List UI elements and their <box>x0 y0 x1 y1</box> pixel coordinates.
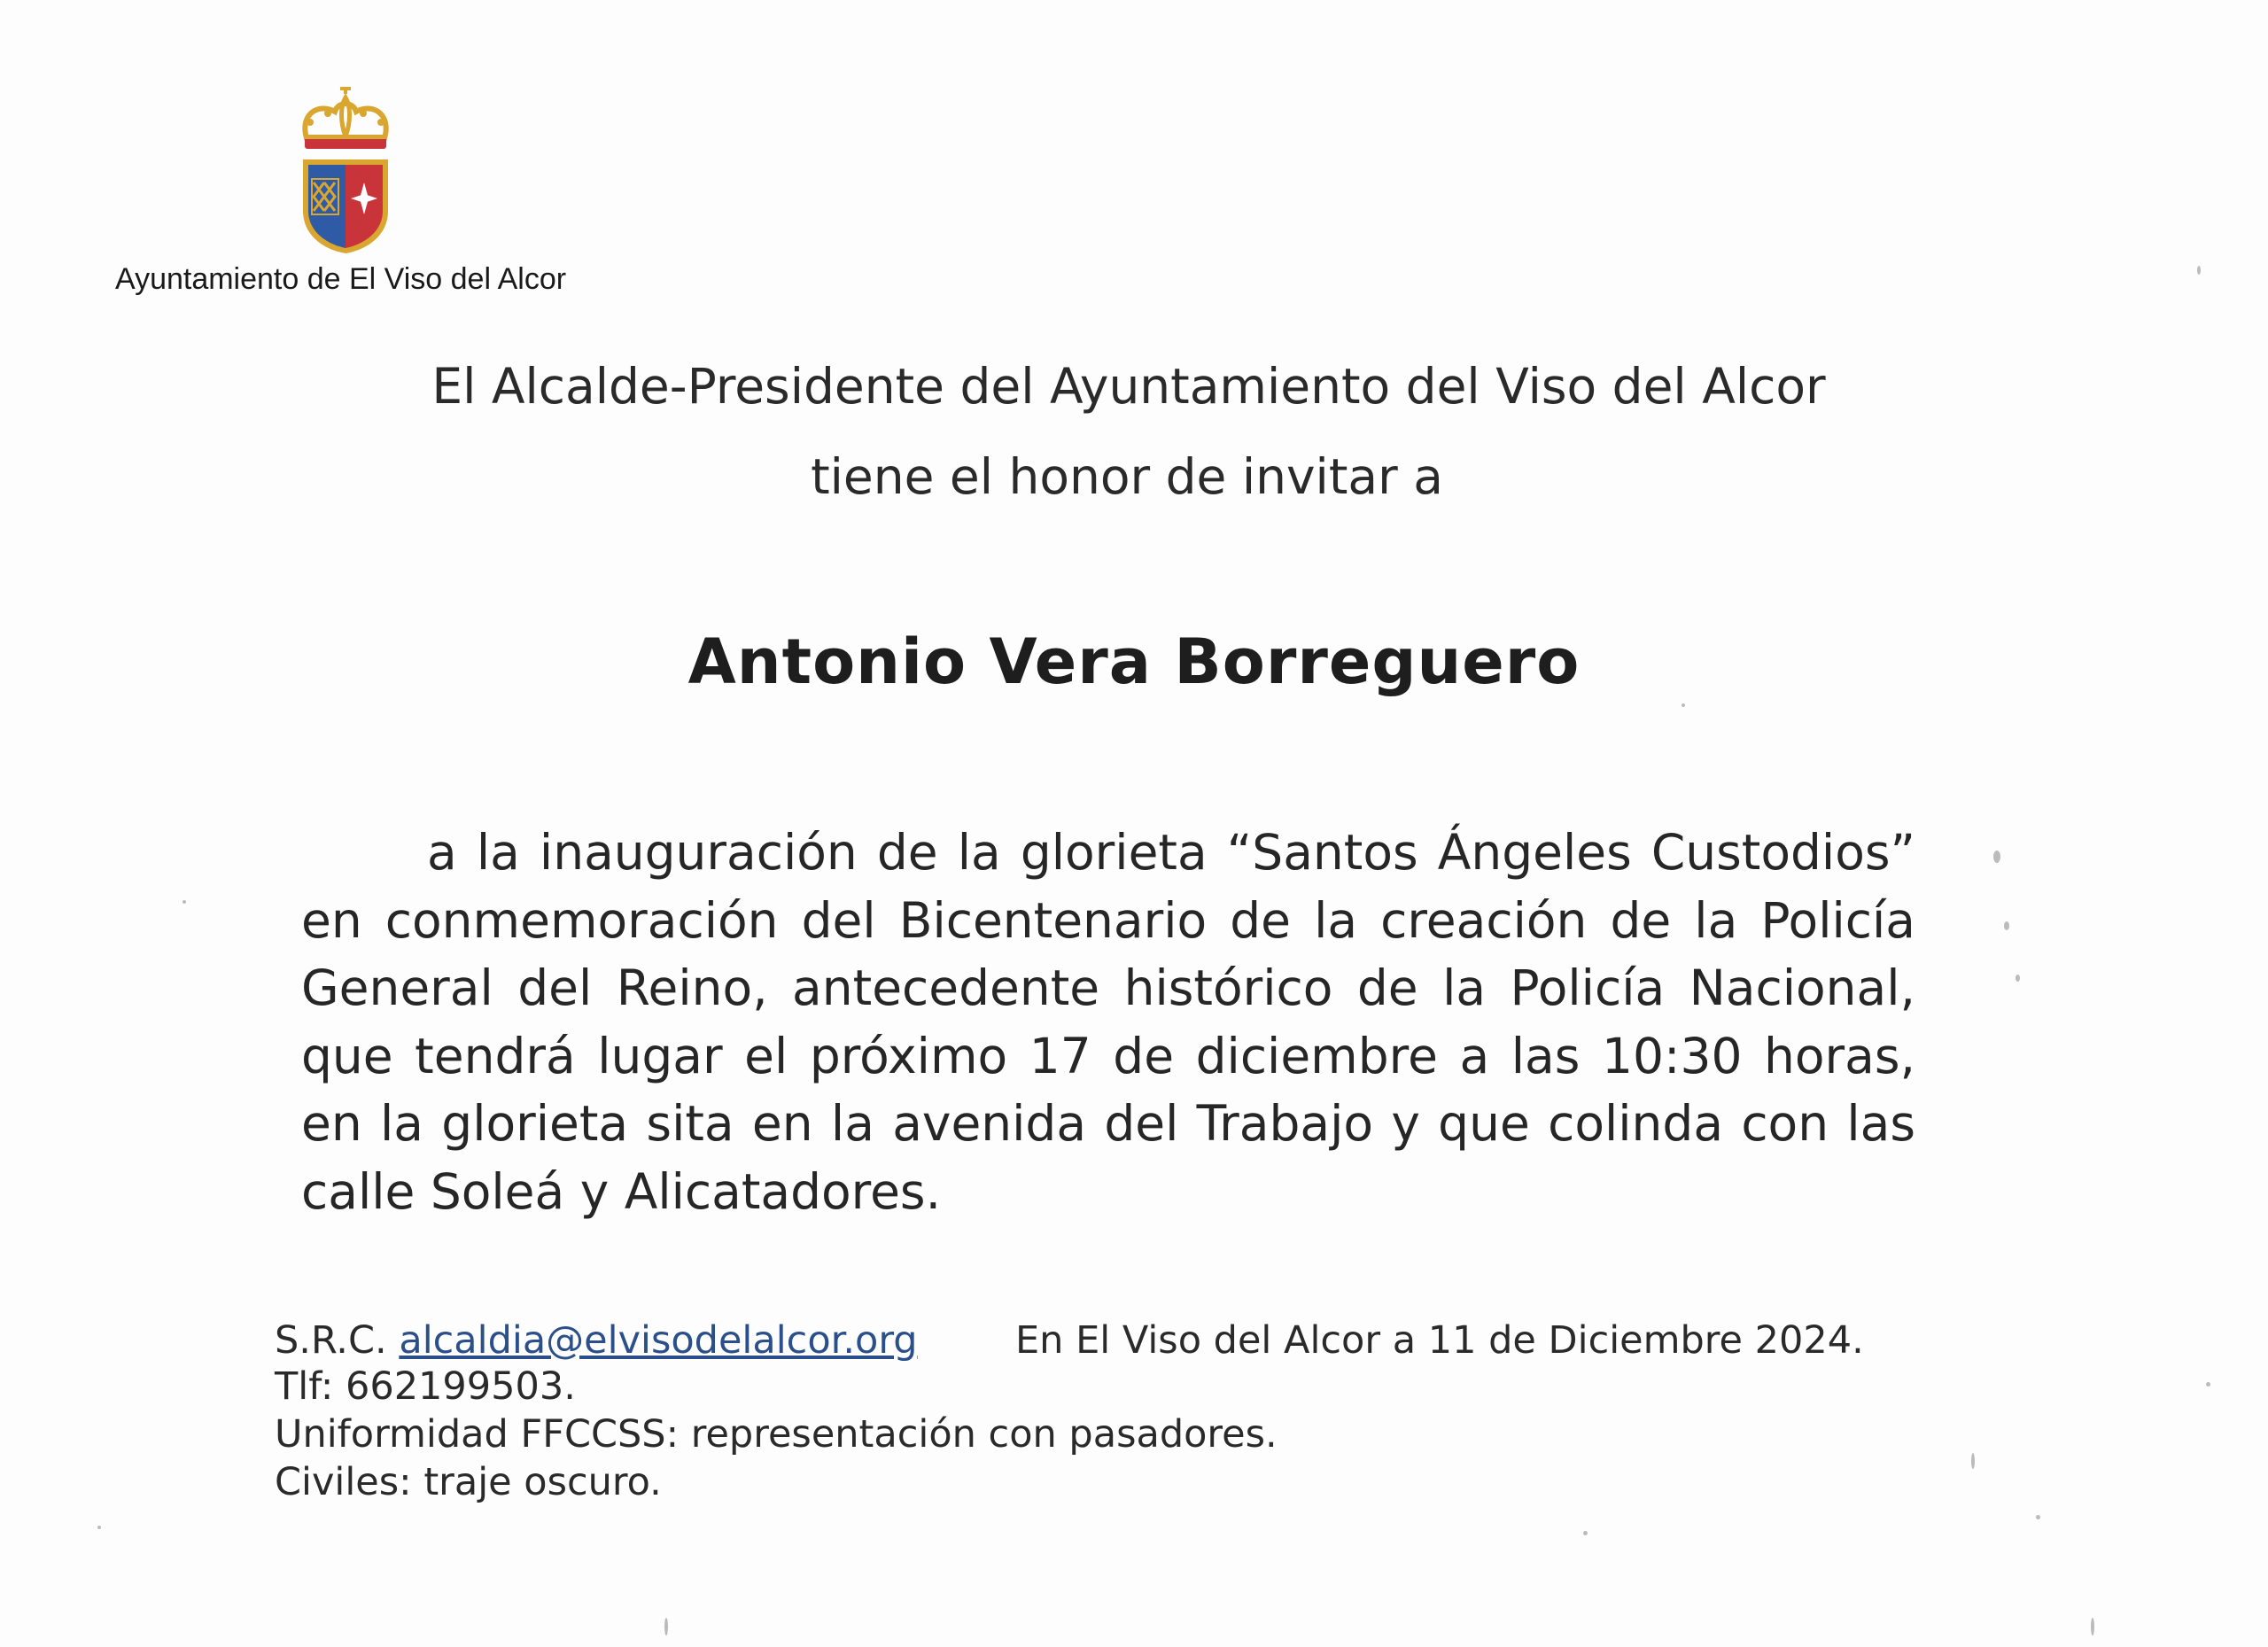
scan-speck <box>1682 703 1685 707</box>
scan-speck <box>2036 1515 2040 1519</box>
organization-name: Ayuntamiento de El Viso del Alcor <box>115 262 567 296</box>
invitation-line-2: tiene el honor de invitar a <box>811 448 1443 505</box>
dress-code-civil: Civiles: traje oscuro. <box>275 1460 662 1504</box>
scan-speck <box>2004 921 2009 930</box>
coat-of-arms-icon <box>292 87 399 255</box>
crown-icon <box>305 87 386 149</box>
guest-name: Antonio Vera Borreguero <box>687 625 1581 698</box>
invitation-line-1: El Alcalde-Presidente del Ayuntamiento del Viso del Alcor <box>431 358 1826 415</box>
place-date: En El Viso del Alcor a 11 de Diciembre 2024. <box>1015 1318 1864 1363</box>
scan-speck <box>2016 975 2020 982</box>
shield-icon <box>303 159 388 253</box>
phone-line: Tlf: 662199503. <box>275 1364 576 1409</box>
rsvp-label: S.R.C. <box>275 1318 387 1363</box>
scan-speck <box>183 900 186 904</box>
scan-speck <box>97 1526 101 1529</box>
dress-code-security: Uniformidad FFCCSS: representación con pasadores. <box>275 1412 1278 1457</box>
scan-speck <box>1993 851 2000 863</box>
rsvp-email-link[interactable]: alcaldia@elvisodelalcor.org <box>399 1318 918 1363</box>
rsvp-line <box>275 1318 918 1363</box>
scan-speck <box>2206 1382 2210 1387</box>
scan-speck <box>1583 1531 1588 1535</box>
scan-speck <box>2091 1618 2094 1635</box>
scan-speck <box>664 1618 668 1635</box>
scan-speck <box>2197 266 2201 275</box>
scan-speck <box>1971 1453 1975 1469</box>
invitation-body: a la inauguración de la glorieta “Santos Ángeles Custodios” en conmemoración del Bicentenario de la creación de la Policía General del Reino, antecedente histórico de la Policía Nacional, que tendrá lugar el próximo 17 de diciembre a las 10:30 horas, en la glorieta sita en la avenida del Trabajo y que colinda con las calle Soleá y Alicatadores. <box>301 824 1915 1220</box>
